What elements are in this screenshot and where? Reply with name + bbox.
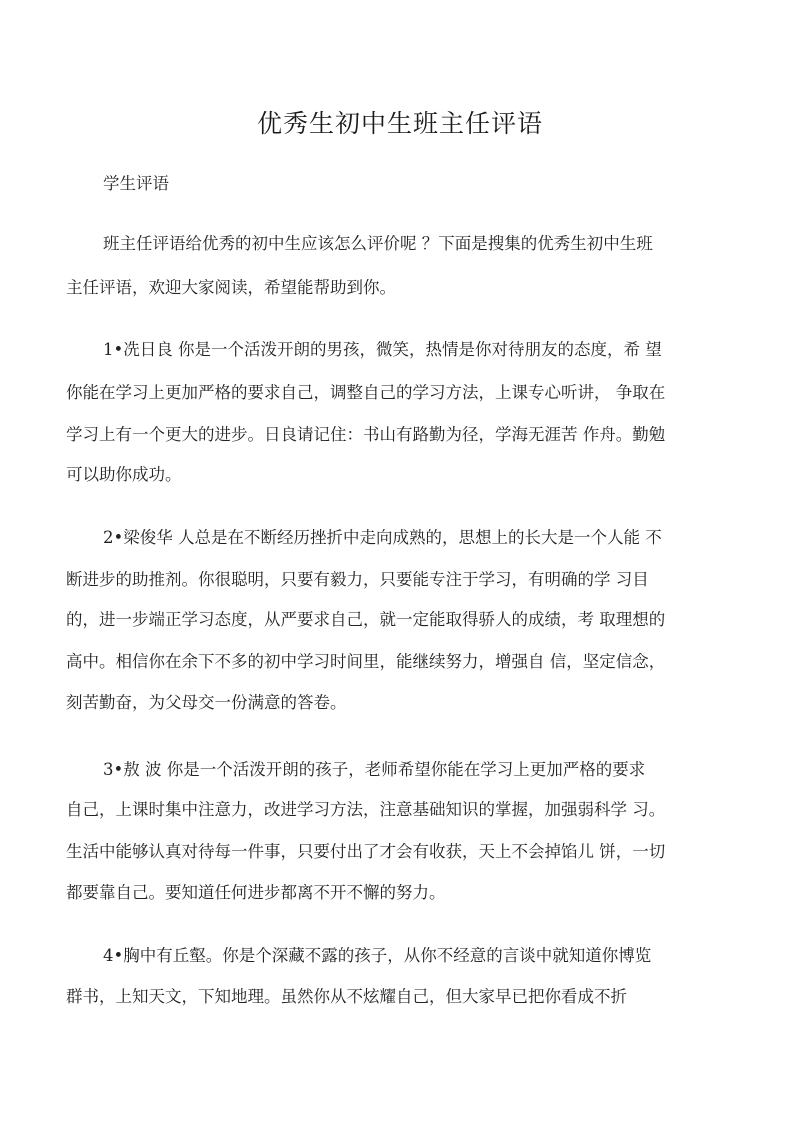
comment-line: 群书，上知天文，下知地理。虽然你从不炫耀自己，但大家早已把你看成不折 [66,987,627,1006]
comment-line: 高中。相信你在余下不多的初中学习时间里，能继续努力，增强自 信，坚定信念， [66,652,666,671]
comment-line: 生活中能够认真对待每一件事，只要付出了才会有收获，天上不会掉馅儿 饼，一切 [66,842,666,861]
comment-line: 3•敖 波 你是一个活泼开朗的孩子，老师希望你能在学习上更加严格的要求 [103,760,646,779]
document-title: 优秀生初中生班主任评语 [256,109,543,138]
comment-line: 2•梁俊华 人总是在不断经历挫折中走向成熟的，思想上的长大是一个人能 不 [103,528,662,547]
comment-line: 刻苦勤奋，为父母交一份满意的答卷。 [66,693,347,712]
intro-line: 主任评语，欢迎大家阅读，希望能帮助到你。 [66,278,396,297]
comment-line: 断进步的助推剂。你很聪明，只要有毅力，只要能专注于学习，有明确的学 习目 [66,570,649,589]
comment-line: 4•胸中有丘壑。你是个深藏不露的孩子，从你不经意的言谈中就知道你博览 [103,946,652,965]
comment-line: 都要靠自己。要知道任何进步都离不开不懈的努力。 [66,883,446,902]
comment-line: 1•冼日良 你是一个活泼开朗的男孩，微笑，热情是你对待朋友的态度，希 望 [103,340,662,359]
comment-line: 学习上有一个更大的进步。日良请记住：书山有路勤为径，学海无涯苦 作舟。勤勉 [66,425,666,444]
intro-line: 班主任评语给优秀的初中生应该怎么评价呢 ？下面是搜集的优秀生初中生班 [103,234,653,253]
comment-line: 可以助你成功。 [66,465,182,484]
comment-line: 你能在学习上更加严格的要求自己，调整自己的学习方法，上课专心听讲， 争取在 [66,383,666,402]
comment-line: 自己，上课时集中注意力，改进学习方法，注意基础知识的掌握，加强弱科学 习。 [66,800,666,819]
comment-line: 的，进一步端正学习态度，从严要求自己，就一定能取得骄人的成绩，考 取理想的 [66,610,666,629]
section-heading: 学生评语 [103,174,169,193]
